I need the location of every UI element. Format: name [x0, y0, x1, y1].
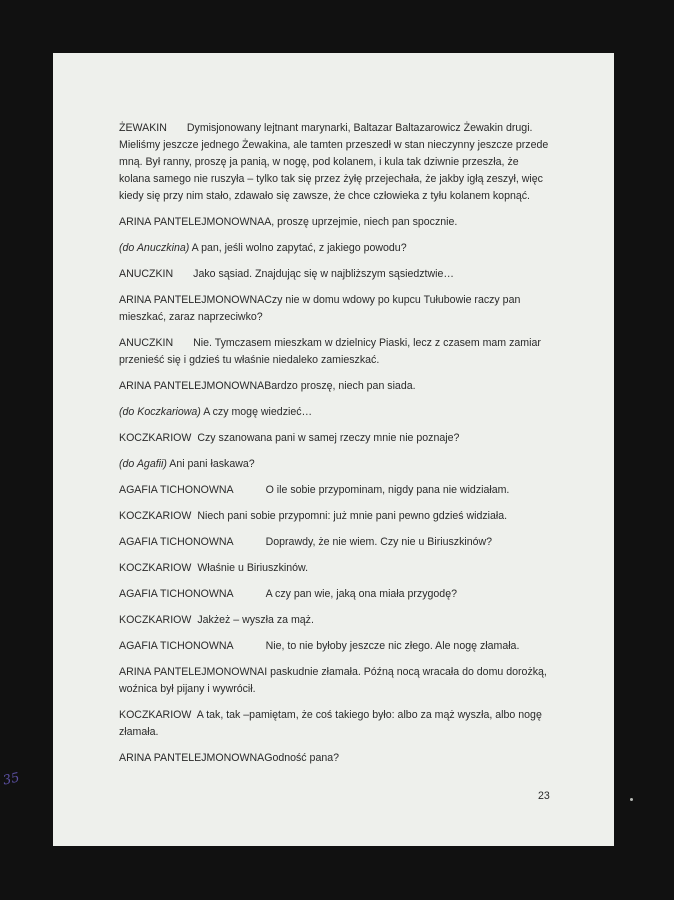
- dialogue-line: [119, 430, 549, 447]
- stage-direction: (do Agafii): [119, 458, 167, 470]
- speaker-name: KOCZKARIOW: [119, 709, 192, 721]
- dialogue-line: [119, 750, 549, 767]
- play-text: [119, 120, 549, 776]
- dialogue-line: [119, 534, 549, 551]
- dialogue-line: [119, 266, 549, 283]
- handwritten-archive-number: 35: [1, 770, 21, 789]
- dialogue-line: [119, 612, 549, 629]
- stage-direction: (do Koczkariowa): [119, 406, 201, 418]
- dialogue-line: [119, 586, 549, 603]
- dialogue-text: Właśnie u Biriuszkinów.: [197, 562, 309, 574]
- speaker-name: KOCZKARIOW: [119, 614, 192, 626]
- dialogue-line: [119, 508, 549, 525]
- dialogue-text: Dymisjonowany lejtnant marynarki, Baltazar Baltazarowicz Żewakin drugi. Mieliśmy jeszcze jednego Żewakina, ale tamten przeszedł w stan nieczynny jeszcze przede mną. Był ranny, proszę ja panią, w nogę, pod kolanem, i kula tak dziwnie przeszła, że kolana samego nie ruszyła – tylko tak się przez żyłę przejechała, że jakby igłą zeszył, więc kiedy się przy nim stało, zdawało się zawsze, że chce człowieka z tyłu kolanem kopnąć.: [119, 122, 549, 202]
- dialogue-text: Jakżeż – wyszła za mąż.: [197, 614, 314, 626]
- speaker-name: KOCZKARIOW: [119, 432, 192, 444]
- dialogue-text: O ile sobie przypominam, nigdy pana nie widziałam.: [265, 484, 510, 496]
- dialogue-line: [119, 292, 549, 326]
- speaker-name: AGAFIA TICHONOWNA: [119, 536, 234, 548]
- dialogue-line: [119, 664, 549, 698]
- dialogue-line: [119, 707, 549, 741]
- dialogue-text: I paskudnie złamała. Późną nocą wracała do domu dorożką, woźnica był pijany i wywrócił.: [119, 666, 547, 695]
- dialogue-text: A czy mogę wiedzieć…: [203, 406, 313, 418]
- speaker-name: ŻEWAKIN: [119, 122, 167, 134]
- speaker-name: ANUCZKIN: [119, 268, 174, 280]
- dialogue-line: [119, 404, 549, 421]
- dialogue-text: Nie, to nie byłoby jeszcze nic złego. Ale nogę złamała.: [265, 640, 520, 652]
- dialogue-text: A pan, jeśli wolno zapytać, z jakiego powodu?: [191, 242, 407, 254]
- paper-speck: [630, 798, 633, 801]
- speaker-name: ARINA PANTELEJMONOWNA: [119, 752, 265, 764]
- speaker-name: ARINA PANTELEJMONOWNA: [119, 380, 265, 392]
- dialogue-text: Doprawdy, że nie wiem. Czy nie u Biriuszkinów?: [265, 536, 493, 548]
- dialogue-line: [119, 120, 549, 205]
- dialogue-text: A tak, tak –pamiętam, że coś takiego było: albo za mąż wyszła, albo nogę złamała.: [119, 709, 542, 738]
- speaker-name: KOCZKARIOW: [119, 510, 192, 522]
- speaker-name: ANUCZKIN: [119, 337, 174, 349]
- dialogue-line: [119, 638, 549, 655]
- dialogue-text: A czy pan wie, jaką ona miała przygodę?: [265, 588, 457, 600]
- dialogue-line: [119, 482, 549, 499]
- dialogue-text: A, proszę uprzejmie, niech pan spocznie.: [264, 216, 458, 228]
- speaker-name: ARINA PANTELEJMONOWNA: [119, 666, 265, 678]
- dialogue-line: [119, 378, 549, 395]
- dialogue-text: Niech pani sobie przypomni: już mnie pani pewno gdzieś widziała.: [197, 510, 508, 522]
- dialogue-line: [119, 214, 549, 231]
- dialogue-text: Bardzo proszę, niech pan siada.: [264, 380, 416, 392]
- speaker-name: KOCZKARIOW: [119, 562, 192, 574]
- dialogue-line: [119, 456, 549, 473]
- dialogue-text: Czy nie w domu wdowy po kupcu Tułubowie raczy pan mieszkać, zaraz naprzeciwko?: [119, 294, 521, 323]
- speaker-name: AGAFIA TICHONOWNA: [119, 484, 234, 496]
- dialogue-text: Czy szanowana pani w samej rzeczy mnie nie poznaje?: [197, 432, 460, 444]
- speaker-name: ARINA PANTELEJMONOWNA: [119, 294, 265, 306]
- speaker-name: AGAFIA TICHONOWNA: [119, 588, 234, 600]
- dialogue-text: Ani pani łaskawa?: [169, 458, 255, 470]
- dialogue-line: [119, 240, 549, 257]
- speaker-name: AGAFIA TICHONOWNA: [119, 640, 234, 652]
- stage-direction: (do Anuczkina): [119, 242, 190, 254]
- dialogue-text: Nie. Tymczasem mieszkam w dzielnicy Piaski, lecz z czasem mam zamiar przenieść się i gdzieś tu właśnie niedaleko zamieszkać.: [119, 337, 541, 366]
- dialogue-text: Godność pana?: [264, 752, 340, 764]
- speaker-name: ARINA PANTELEJMONOWNA: [119, 216, 265, 228]
- dialogue-line: [119, 335, 549, 369]
- document-page: [53, 53, 614, 846]
- page-number: 23: [538, 790, 550, 802]
- dialogue-text: Jako sąsiad. Znajdując się w najbliższym sąsiedztwie…: [193, 268, 454, 280]
- dialogue-line: [119, 560, 549, 577]
